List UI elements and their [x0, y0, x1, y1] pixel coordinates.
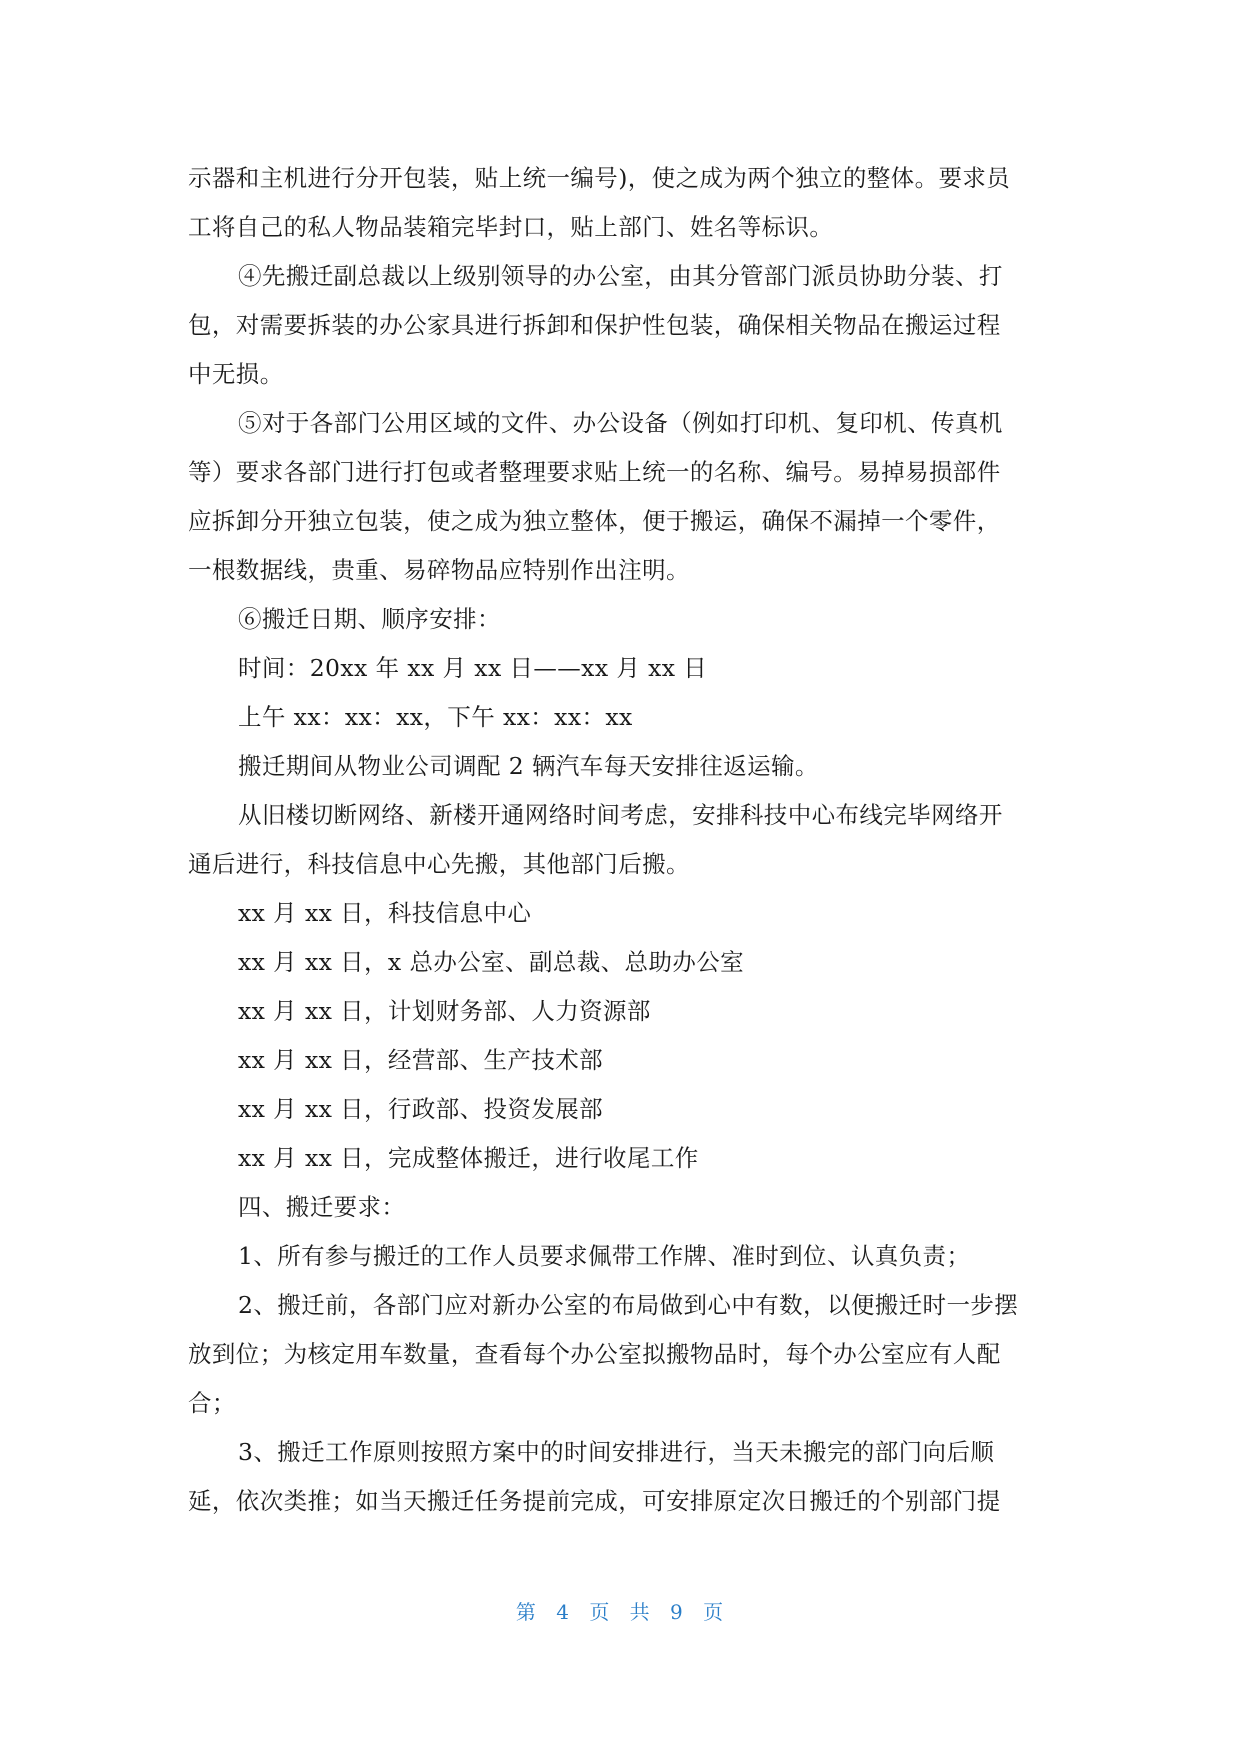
- paragraph: [188, 1232, 1058, 1281]
- text-line: 一根数据线，贵重、易碎物品应特别作出注明。: [188, 556, 690, 584]
- text-line: ④先搬迁副总裁以上级别领导的办公室，由其分管部门派员协助分装、打: [238, 262, 1003, 290]
- text-line: xx 月 xx 日，行政部、投资发展部: [238, 1095, 604, 1123]
- paragraph: [188, 1036, 1058, 1085]
- text-line: 包，对需要拆装的办公家具进行拆卸和保护性包装，确保相关物品在搬运过程: [188, 311, 1001, 339]
- paragraph: [188, 938, 1058, 987]
- paragraph: [188, 595, 1058, 644]
- text-line: xx 月 xx 日，经营部、生产技术部: [238, 1046, 604, 1074]
- text-line: 放到位；为核定用车数量，查看每个办公室拟搬物品时，每个办公室应有人配: [188, 1340, 1001, 1368]
- text-line: 四、搬迁要求：: [238, 1193, 406, 1221]
- paragraph: [188, 1428, 1058, 1526]
- text-line: 等）要求各部门进行打包或者整理要求贴上统一的名称、编号。易掉易损部件: [188, 458, 1001, 486]
- text-line: 通后进行，科技信息中心先搬，其他部门后搬。: [188, 850, 690, 878]
- text-line: 上午 xx：xx：xx，下午 xx：xx：xx: [238, 703, 633, 731]
- text-line: 应拆卸分开独立包装，使之成为独立整体，便于搬运，确保不漏掉一个零件，: [188, 507, 1001, 535]
- text-line: 中无损。: [188, 360, 284, 388]
- text-line: 从旧楼切断网络、新楼开通网络时间考虑，安排科技中心布线完毕网络开: [238, 801, 1003, 829]
- text-line: 示器和主机进行分开包装，贴上统一编号)，使之成为两个独立的整体。要求员: [188, 164, 1011, 192]
- text-line: xx 月 xx 日，x 总办公室、副总裁、总助办公室: [238, 948, 745, 976]
- text-line: xx 月 xx 日，计划财务部、人力资源部: [238, 997, 651, 1025]
- text-line: 时间：20xx 年 xx 月 xx 日——xx 月 xx 日: [238, 654, 708, 682]
- paragraph: [188, 791, 1058, 889]
- paragraph: [188, 399, 1058, 595]
- paragraph: [188, 1183, 1058, 1232]
- paragraph: [188, 1085, 1058, 1134]
- text-line: xx 月 xx 日，完成整体搬迁，进行收尾工作: [238, 1144, 699, 1172]
- text-line: 搬迁期间从物业公司调配 2 辆汽车每天安排往返运输。: [238, 752, 819, 780]
- text-line: 工将自己的私人物品装箱完毕封口，贴上部门、姓名等标识。: [188, 213, 834, 241]
- text-line: 1、所有参与搬迁的工作人员要求佩带工作牌、准时到位、认真负责；: [238, 1242, 971, 1270]
- paragraph: [188, 987, 1058, 1036]
- text-line: ⑤对于各部门公用区域的文件、办公设备（例如打印机、复印机、传真机: [238, 409, 1003, 437]
- page-footer: 第 4 页 共 9 页: [515, 1600, 726, 1624]
- text-line: 延，依次类推；如当天搬迁任务提前完成，可安排原定次日搬迁的个别部门提: [188, 1487, 1001, 1515]
- paragraph: [188, 644, 1058, 693]
- text-line: 3、搬迁工作原则按照方案中的时间安排进行，当天未搬完的部门向后顺: [238, 1438, 995, 1466]
- paragraph: [188, 742, 1058, 791]
- text-line: 合；: [188, 1389, 236, 1417]
- document-body: [188, 154, 1058, 1526]
- paragraph: [188, 693, 1058, 742]
- text-line: 2、搬迁前，各部门应对新办公室的布局做到心中有数，以便搬迁时一步摆: [238, 1291, 1019, 1319]
- text-line: xx 月 xx 日，科技信息中心: [238, 899, 532, 927]
- paragraph: [188, 1134, 1058, 1183]
- text-line: ⑥搬迁日期、顺序安排：: [238, 605, 501, 633]
- paragraph: [188, 889, 1058, 938]
- paragraph: [188, 154, 1058, 252]
- paragraph: [188, 252, 1058, 399]
- paragraph: [188, 1281, 1058, 1428]
